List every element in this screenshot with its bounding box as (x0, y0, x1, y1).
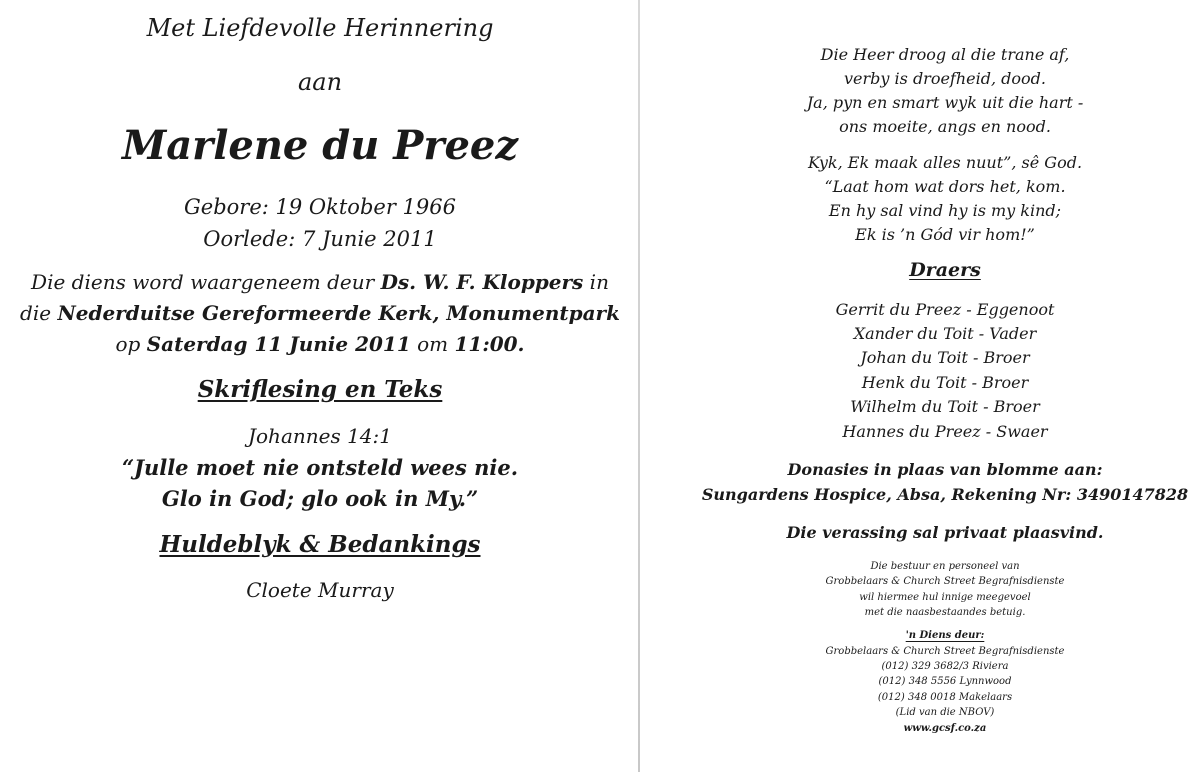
pallbearer-item: Hannes du Preez - Swaer (842, 422, 1048, 441)
death-date: Oorlede: 7 Junie 2011 (203, 227, 437, 251)
memorial-heading: Met Liefdevolle Herinnering (146, 14, 494, 42)
service-line-1 (0, 270, 640, 294)
service-line-3 (0, 332, 640, 356)
service-by-heading: 'n Diens deur: (905, 630, 985, 641)
condolence-line: Die bestuur en personeel van (870, 561, 1020, 572)
service-officiant: Ds. W. F. Kloppers (380, 270, 584, 294)
pallbearers-heading: Draers (909, 259, 981, 281)
tribute-heading: Huldeblyk & Bedankings (159, 531, 481, 558)
service-die: die (20, 301, 58, 325)
funeral-home-line: Grobbelaars & Church Street Begrafnisdienste (825, 646, 1065, 657)
poem-line: verby is droefheid, dood. (844, 69, 1046, 88)
donations-line-1: Donasies in plaas van blomme aan: (787, 460, 1103, 479)
service-time: 11:00. (454, 332, 525, 356)
pallbearer-item: Johan du Toit - Broer (860, 348, 1030, 367)
funeral-home-line: (012) 329 3682/3 Riviera (881, 661, 1009, 672)
poem-line: ons moeite, angs en nood. (839, 117, 1051, 136)
donations-line-2: Sungardens Hospice, Absa, Rekening Nr: 3490147828 (701, 485, 1189, 504)
website-link[interactable]: www.gcsf.co.za (903, 723, 987, 734)
service-officiant-intro: Die diens word waargeneem deur (31, 270, 381, 294)
pallbearer-item: Wilhelm du Toit - Broer (850, 397, 1040, 416)
scripture-heading: Skriflesing en Teks (197, 376, 443, 403)
funeral-home-line: (012) 348 0018 Makelaars (877, 692, 1013, 703)
poem-line: Kyk, Ek maak alles nuut”, sê God. (807, 153, 1083, 172)
scripture-quote-line-1: “Julle moet nie ontsteld wees nie. (121, 455, 519, 480)
condolence-line: met die naasbestaandes betuig. (864, 607, 1026, 618)
pallbearer-item: Xander du Toit - Vader (853, 324, 1037, 343)
poem-line: En hy sal vind hy is my kind; (828, 201, 1062, 220)
birth-date: Gebore: 19 Oktober 1966 (184, 195, 456, 219)
service-op: op (115, 332, 147, 356)
poem-line: “Laat hom wat dors het, kom. (824, 177, 1066, 196)
service-line-2 (0, 301, 640, 325)
pallbearer-item: Gerrit du Preez - Eggenoot (835, 300, 1055, 319)
tribute-name: Cloete Murray (246, 578, 394, 602)
cremation-notice: Die verassing sal privaat plaasvind. (786, 523, 1104, 542)
aan-text: aan (297, 68, 343, 96)
poem-line: Ja, pyn en smart wyk uit die hart - (806, 93, 1084, 112)
service-date: Saterdag 11 Junie 2011 (146, 332, 411, 356)
deceased-name: Marlene du Preez (121, 122, 519, 169)
scripture-reference: Johannes 14:1 (248, 424, 392, 448)
funeral-home-line: (012) 348 5556 Lynnwood (878, 676, 1012, 687)
service-church: Nederduitse Gereformeerde Kerk, Monumentpark (57, 301, 620, 325)
scripture-quote-line-2: Glo in God; glo ook in My.” (161, 486, 479, 511)
funeral-home-line: (Lid van die NBOV) (895, 707, 995, 718)
condolence-line: wil hiermee hul innige meegevoel (859, 592, 1031, 603)
service-in: in (583, 270, 609, 294)
condolence-line: Grobbelaars & Church Street Begrafnisdienste (825, 576, 1065, 587)
poem-line: Die Heer droog al die trane af, (820, 45, 1070, 64)
poem-line: Ek is ’n Gód vir hom!” (855, 225, 1035, 244)
pallbearer-item: Henk du Toit - Broer (861, 373, 1029, 392)
service-om: om (410, 332, 455, 356)
